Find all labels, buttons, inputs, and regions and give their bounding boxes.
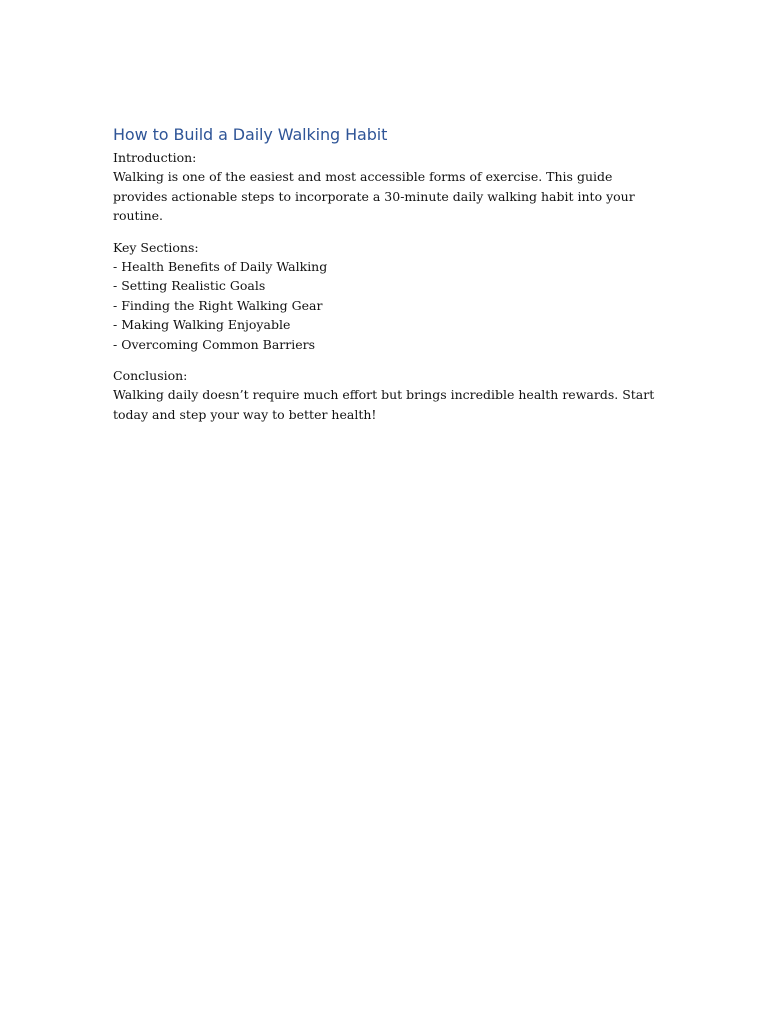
list-item: - Overcoming Common Barriers — [113, 336, 316, 352]
list-item: - Finding the Right Walking Gear — [113, 297, 323, 313]
key-sections-list — [113, 257, 658, 354]
conclusion-label: Conclusion: — [113, 368, 188, 384]
introduction-text: Walking is one of the easiest and most accessible forms of exercise. This guide provides actionable steps to incorporate a 30-minute daily walking habit into your routine. — [113, 169, 635, 224]
key-sections-label: Key Sections: — [113, 239, 199, 255]
conclusion-text: Walking daily doesn’t require much effort but brings incredible health rewards. Start today and step your way to better health! — [113, 387, 655, 422]
introduction-label: Introduction: — [113, 150, 197, 165]
document-title: How to Build a Daily Walking Habit — [113, 125, 388, 144]
document-body — [113, 124, 658, 424]
key-sections-section — [113, 238, 658, 354]
introduction-section — [113, 148, 658, 226]
conclusion-section — [113, 366, 658, 424]
list-item: - Setting Realistic Goals — [113, 278, 266, 294]
list-item: - Health Benefits of Daily Walking — [113, 259, 328, 275]
list-item: - Making Walking Enjoyable — [113, 317, 291, 333]
